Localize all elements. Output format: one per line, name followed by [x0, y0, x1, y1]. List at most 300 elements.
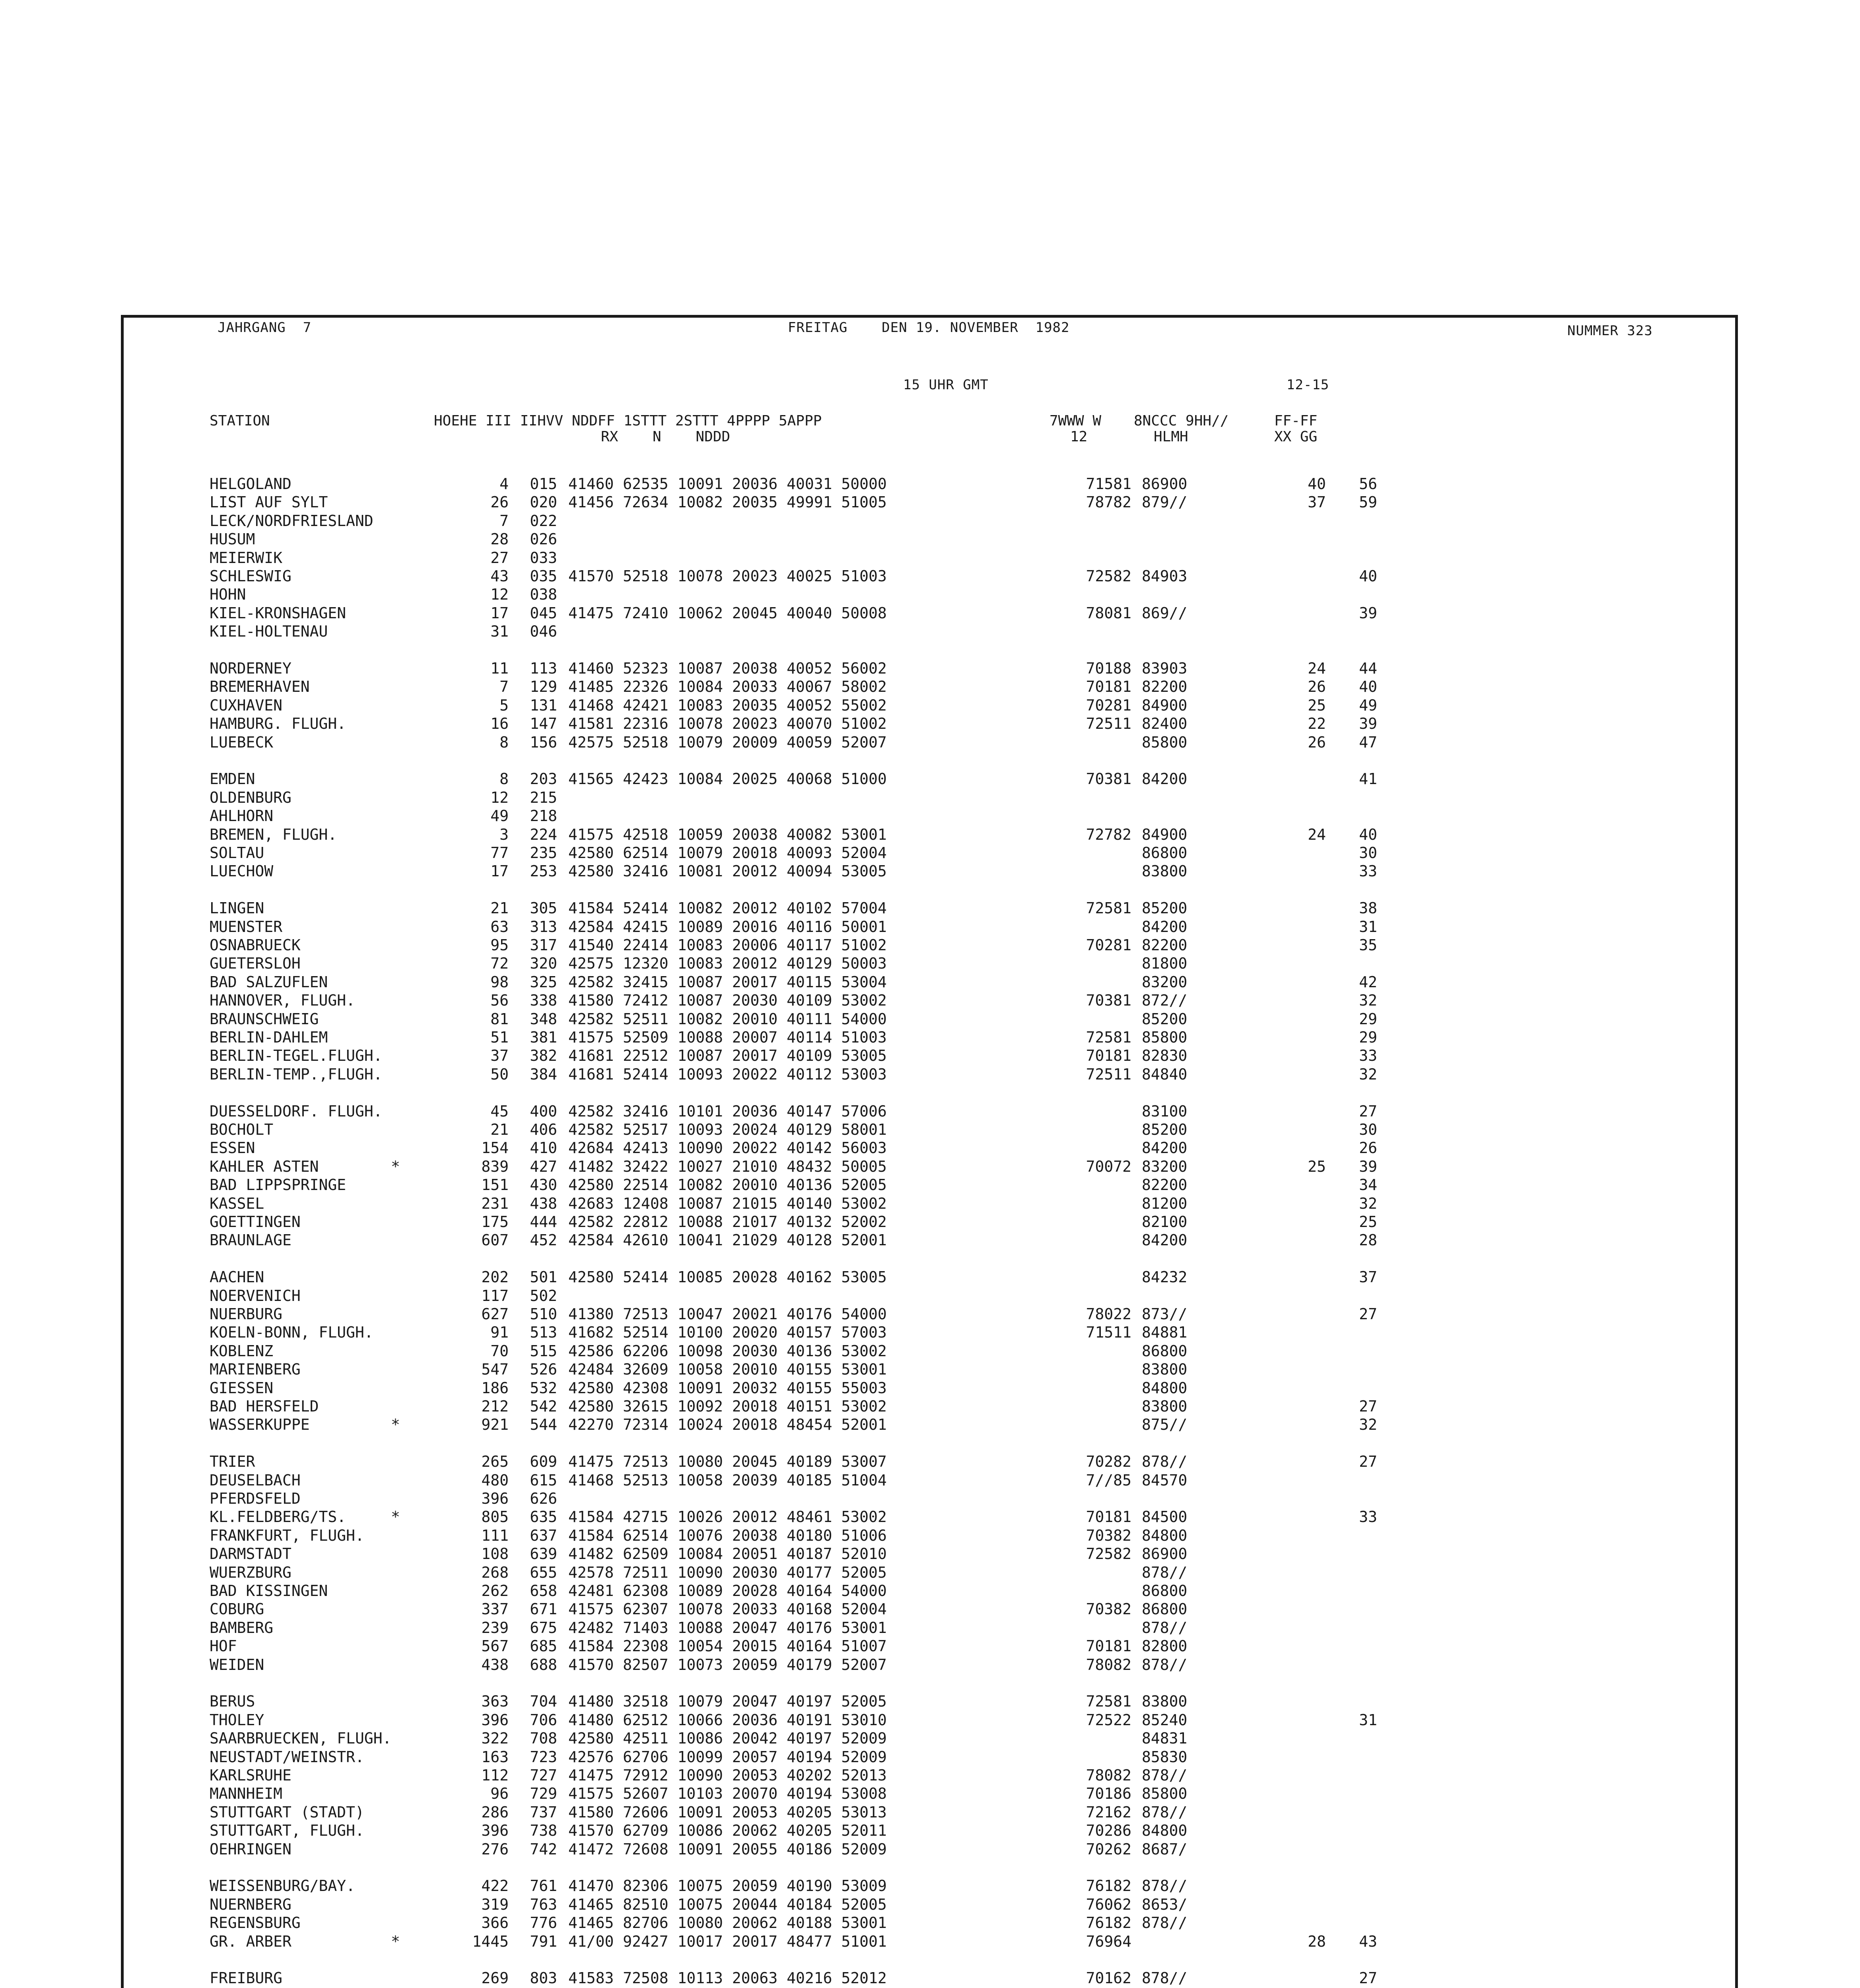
- weather-group: 70181: [1086, 678, 1131, 696]
- weather-group: 78022: [1086, 1305, 1131, 1323]
- cloud-group: 878//: [1142, 1877, 1188, 1895]
- cloud-group: 84900: [1142, 825, 1188, 843]
- cloud-group: 84840: [1142, 1065, 1188, 1083]
- observation-groups: 41460 52323 10087 20038 40052 56002: [568, 660, 887, 677]
- table-row: [124, 604, 1436, 622]
- weather-group: 70181: [1086, 1637, 1131, 1655]
- observation-groups: 42580 32416 10081 20012 40094 53005: [568, 862, 887, 880]
- cloud-group: 86800: [1142, 1600, 1188, 1618]
- cloud-group: 878//: [1142, 1656, 1188, 1673]
- station-name: BRAUNLAGE: [210, 1231, 292, 1249]
- cloud-group: 83100: [1142, 1102, 1188, 1120]
- observation-groups: 42580 42308 10091 20032 40155 55003: [568, 1379, 887, 1397]
- time-range: 12-15: [1287, 377, 1329, 393]
- table-row: [124, 1139, 1436, 1157]
- observation-groups: 41/00 92427 10017 20017 48477 51001: [568, 1932, 887, 1950]
- table-row: [124, 733, 1436, 751]
- mountain-station-marker: *: [391, 1508, 400, 1526]
- observation-groups: 41485 22326 10084 20033 40067 58002: [568, 678, 887, 696]
- weather-group: 76182: [1086, 1914, 1131, 1932]
- wind-max: 43: [1359, 1932, 1377, 1950]
- wind-max: 27: [1359, 1305, 1377, 1323]
- weather-group: 70382: [1086, 1600, 1131, 1618]
- station-height: 262: [481, 1582, 509, 1600]
- station-number: 742: [530, 1840, 557, 1858]
- cloud-group: 86800: [1142, 1342, 1188, 1360]
- station-height: 151: [481, 1176, 509, 1194]
- wind-max: 27: [1359, 1453, 1377, 1471]
- wind-max: 39: [1359, 604, 1377, 622]
- station-name: LECK/NORDFRIESLAND: [210, 512, 373, 530]
- station-number: 635: [530, 1508, 557, 1526]
- station-number: 791: [530, 1932, 557, 1950]
- cloud-group: 84500: [1142, 1508, 1188, 1526]
- station-name: LUECHOW: [210, 862, 274, 880]
- table-row: [124, 1969, 1436, 1987]
- station-number: 215: [530, 788, 557, 806]
- table-row: [124, 1582, 1436, 1600]
- station-height: 31: [490, 623, 509, 641]
- observation-groups: 41584 22308 10054 20015 40164 51007: [568, 1637, 887, 1655]
- weather-group: 70262: [1086, 1840, 1131, 1858]
- station-height: 363: [481, 1693, 509, 1710]
- station-height: 480: [481, 1471, 509, 1489]
- station-number: 515: [530, 1342, 557, 1360]
- table-row: [124, 1489, 1436, 1508]
- cloud-group: 84800: [1142, 1526, 1188, 1544]
- observation-groups: 42582 52517 10093 20024 40129 58001: [568, 1121, 887, 1138]
- station-height: 108: [481, 1545, 509, 1563]
- observation-groups: 41570 52518 10078 20023 40025 51003: [568, 567, 887, 585]
- cloud-group: 83800: [1142, 1693, 1188, 1710]
- station-name: BAD LIPPSPRINGE: [210, 1176, 346, 1194]
- station-height: 239: [481, 1619, 509, 1637]
- cloud-group: 86800: [1142, 844, 1188, 862]
- observation-groups: 42580 62514 10079 20018 40093 52004: [568, 844, 887, 862]
- table-row: [124, 1323, 1436, 1342]
- cloud-group: 84200: [1142, 918, 1188, 936]
- station-number: 313: [530, 918, 557, 936]
- station-number: 224: [530, 825, 557, 843]
- station-name: AHLHORN: [210, 807, 274, 825]
- table-row: [124, 512, 1436, 530]
- station-name: KAHLER ASTEN: [210, 1157, 319, 1175]
- station-height: 5: [499, 696, 509, 714]
- table-row: [124, 1821, 1436, 1840]
- cloud-group: 82830: [1142, 1047, 1188, 1065]
- weather-group: 70381: [1086, 992, 1131, 1010]
- table-row: [124, 1120, 1436, 1139]
- cloud-group: 83200: [1142, 973, 1188, 991]
- table-row: [124, 1748, 1436, 1766]
- table-row: [124, 493, 1436, 511]
- station-name: HOF: [210, 1637, 237, 1655]
- station-name: COBURG: [210, 1600, 264, 1618]
- weather-group: 72511: [1086, 1065, 1131, 1083]
- station-height: 276: [481, 1840, 509, 1858]
- observation-time: 15 UHR GMT: [903, 377, 989, 393]
- station-number: 658: [530, 1582, 557, 1600]
- station-height: 265: [481, 1453, 509, 1471]
- station-height: 186: [481, 1379, 509, 1397]
- cloud-group: 85200: [1142, 899, 1188, 917]
- station-number: 022: [530, 512, 557, 530]
- station-number: 655: [530, 1563, 557, 1581]
- station-name: ESSEN: [210, 1139, 255, 1157]
- cloud-group: 82100: [1142, 1213, 1188, 1231]
- table-row: [124, 1360, 1436, 1378]
- station-height: 7: [499, 678, 509, 696]
- table-row: [124, 788, 1436, 807]
- station-name: TRIER: [210, 1453, 255, 1471]
- station-number: 129: [530, 678, 557, 696]
- station-name: LINGEN: [210, 899, 264, 917]
- station-number: 513: [530, 1324, 557, 1342]
- station-name: SAARBRUECKEN, FLUGH.: [210, 1730, 392, 1747]
- table-row: [124, 1102, 1436, 1120]
- wind-max: 39: [1359, 715, 1377, 733]
- station-height: 7: [499, 512, 509, 530]
- table-row: [124, 1766, 1436, 1784]
- observation-groups: 41480 32518 10079 20047 40197 52005: [568, 1693, 887, 1710]
- station-name: MUENSTER: [210, 918, 283, 936]
- observation-groups: 42575 12320 10083 20012 40129 50003: [568, 955, 887, 973]
- weather-group: 76964: [1086, 1932, 1131, 1950]
- station-height: 95: [490, 936, 509, 954]
- wind-max: 28: [1359, 1231, 1377, 1249]
- wind-max: 33: [1359, 1508, 1377, 1526]
- station-number: 729: [530, 1785, 557, 1803]
- station-height: 438: [481, 1656, 509, 1673]
- station-name: WEISSENBURG/BAY.: [210, 1877, 356, 1895]
- observation-groups: 41475 72513 10080 20045 40189 53007: [568, 1453, 887, 1471]
- wind-max: 26: [1359, 1139, 1377, 1157]
- observation-groups: 41575 42518 10059 20038 40082 53001: [568, 825, 887, 843]
- station-name: GOETTINGEN: [210, 1213, 301, 1231]
- table-row: [124, 918, 1436, 936]
- station-name: CUXHAVEN: [210, 696, 283, 714]
- station-number: 738: [530, 1822, 557, 1840]
- station-name: FREIBURG: [210, 1969, 283, 1987]
- station-height: 839: [481, 1157, 509, 1175]
- table-row: [124, 1194, 1436, 1213]
- observation-groups: 42580 32615 10092 20018 40151 53002: [568, 1398, 887, 1415]
- station-height: 396: [481, 1490, 509, 1507]
- station-number: 626: [530, 1490, 557, 1507]
- observation-groups: 41460 62535 10091 20036 40031 50000: [568, 475, 887, 493]
- station-name: BOCHOLT: [210, 1121, 274, 1138]
- table-row: [124, 1711, 1436, 1729]
- cloud-group: 878//: [1142, 1969, 1188, 1987]
- station-name: NUERBURG: [210, 1305, 283, 1323]
- observation-groups: 42575 52518 10079 20009 40059 52007: [568, 733, 887, 751]
- cloud-group: 83800: [1142, 1398, 1188, 1415]
- table-row: [124, 475, 1436, 493]
- cloud-group: 84900: [1142, 696, 1188, 714]
- table-row: [124, 1213, 1436, 1231]
- station-number: 723: [530, 1748, 557, 1766]
- observation-groups: 42484 32609 10058 20010 40155 53001: [568, 1361, 887, 1378]
- station-number: 320: [530, 955, 557, 973]
- cloud-group: 873//: [1142, 1305, 1188, 1323]
- table-row: [124, 1803, 1436, 1821]
- station-height: 96: [490, 1785, 509, 1803]
- column-header-ff-sub: XX GG: [1274, 429, 1318, 445]
- station-height: 4: [499, 475, 509, 493]
- weather-group: 7//85: [1086, 1471, 1131, 1489]
- wind-max: 37: [1359, 1268, 1377, 1286]
- table-row: [124, 1342, 1436, 1360]
- station-height: 50: [490, 1065, 509, 1083]
- table-row: [124, 622, 1436, 641]
- station-name: GUETERSLOH: [210, 955, 301, 973]
- cloud-group: 878//: [1142, 1767, 1188, 1784]
- wind-max: 30: [1359, 1121, 1377, 1138]
- cloud-group: 84200: [1142, 770, 1188, 788]
- table-row: [124, 1379, 1436, 1397]
- cloud-group: 878//: [1142, 1453, 1188, 1471]
- station-name: GIESSEN: [210, 1379, 274, 1397]
- column-header-ff: FF-FF: [1274, 413, 1318, 429]
- station-height: 49: [490, 807, 509, 825]
- station-number: 532: [530, 1379, 557, 1397]
- cloud-group: 84831: [1142, 1730, 1188, 1747]
- station-height: 3: [499, 825, 509, 843]
- station-number: 384: [530, 1065, 557, 1083]
- table-row: [124, 1656, 1436, 1674]
- cloud-group: 86900: [1142, 1545, 1188, 1563]
- weather-group: 72522: [1086, 1711, 1131, 1729]
- mountain-station-marker: *: [391, 1157, 400, 1175]
- station-number: 761: [530, 1877, 557, 1895]
- report-frame: [121, 315, 1738, 1988]
- station-height: 17: [490, 604, 509, 622]
- weather-group: 70281: [1086, 936, 1131, 954]
- observation-groups: 41570 62709 10086 20062 40205 52011: [568, 1822, 887, 1840]
- table-row: [124, 899, 1436, 917]
- table-row: [124, 1046, 1436, 1065]
- table-row: [124, 1877, 1436, 1895]
- wind-max: 44: [1359, 660, 1377, 677]
- table-row: [124, 1065, 1436, 1083]
- station-number: 615: [530, 1471, 557, 1489]
- station-height: 98: [490, 973, 509, 991]
- station-name: HOHN: [210, 586, 246, 604]
- cloud-group: 869//: [1142, 604, 1188, 622]
- cloud-group: 82400: [1142, 715, 1188, 733]
- station-number: 430: [530, 1176, 557, 1194]
- station-height: 37: [490, 1047, 509, 1065]
- station-name: NOERVENICH: [210, 1287, 301, 1305]
- cloud-group: 85200: [1142, 1121, 1188, 1138]
- station-height: 27: [490, 549, 509, 567]
- observation-groups: 41581 22316 10078 20023 40070 51002: [568, 715, 887, 733]
- wind-max: 29: [1359, 1029, 1377, 1046]
- table-row: [124, 1840, 1436, 1858]
- cloud-group: 84800: [1142, 1379, 1188, 1397]
- station-height: 422: [481, 1877, 509, 1895]
- station-height: 1445: [472, 1932, 509, 1950]
- station-height: 322: [481, 1730, 509, 1747]
- column-header-7-sub: 12: [1070, 429, 1088, 445]
- station-name: BREMERHAVEN: [210, 678, 310, 696]
- station-number: 382: [530, 1047, 557, 1065]
- wind-gust: 24: [1308, 825, 1326, 843]
- table-row: [124, 1619, 1436, 1637]
- cloud-group: 84200: [1142, 1139, 1188, 1157]
- station-number: 510: [530, 1305, 557, 1323]
- station-name: DEUSELBACH: [210, 1471, 301, 1489]
- station-name: BREMEN, FLUGH.: [210, 825, 337, 843]
- station-height: 12: [490, 788, 509, 806]
- station-number: 218: [530, 807, 557, 825]
- observation-groups: 41570 82507 10073 20059 40179 52007: [568, 1656, 887, 1673]
- observation-groups: 41482 32422 10027 21010 48432 50005: [568, 1157, 887, 1175]
- wind-max: 42: [1359, 973, 1377, 991]
- station-name: HUSUM: [210, 530, 255, 548]
- station-height: 607: [481, 1231, 509, 1249]
- station-name: WASSERKUPPE: [210, 1416, 310, 1434]
- station-name: BAD KISSINGEN: [210, 1582, 328, 1600]
- cloud-group: 84200: [1142, 1231, 1188, 1249]
- station-name: GR. ARBER: [210, 1932, 292, 1950]
- station-name: OSNABRUECK: [210, 936, 301, 954]
- observation-groups: 41584 52414 10082 20012 40102 57004: [568, 899, 887, 917]
- station-height: 21: [490, 899, 509, 917]
- station-height: 396: [481, 1822, 509, 1840]
- station-height: 63: [490, 918, 509, 936]
- station-number: 671: [530, 1600, 557, 1618]
- wind-max: 40: [1359, 567, 1377, 585]
- observation-groups: 42582 22812 10088 21017 40132 52002: [568, 1213, 887, 1231]
- cloud-group: 82800: [1142, 1637, 1188, 1655]
- station-number: 803: [530, 1969, 557, 1987]
- station-height: 112: [481, 1767, 509, 1784]
- weather-group: 72782: [1086, 825, 1131, 843]
- weather-group: 71581: [1086, 475, 1131, 493]
- weather-group: 72582: [1086, 567, 1131, 585]
- cloud-group: 83800: [1142, 1361, 1188, 1378]
- station-number: 704: [530, 1693, 557, 1710]
- station-name: BERLIN-TEMP.,FLUGH.: [210, 1065, 383, 1083]
- station-height: 91: [490, 1324, 509, 1342]
- station-height: 28: [490, 530, 509, 548]
- cloud-group: 85830: [1142, 1748, 1188, 1766]
- weather-group: 72581: [1086, 899, 1131, 917]
- station-height: 117: [481, 1287, 509, 1305]
- station-name: BAD HERSFELD: [210, 1398, 319, 1415]
- wind-max: 32: [1359, 1065, 1377, 1083]
- column-header-8: 8NCCC 9HH//: [1134, 413, 1229, 429]
- weather-group: 72582: [1086, 1545, 1131, 1563]
- weather-group: 76182: [1086, 1877, 1131, 1895]
- column-header-8-sub: HLMH: [1154, 429, 1188, 445]
- weather-group: 70188: [1086, 660, 1131, 677]
- station-name: PFERDSFELD: [210, 1490, 301, 1507]
- station-name: WEIDEN: [210, 1656, 264, 1673]
- cloud-group: 85800: [1142, 733, 1188, 751]
- station-number: 406: [530, 1121, 557, 1138]
- wind-gust: 25: [1308, 1157, 1326, 1175]
- observation-groups: 41465 82510 10075 20044 40184 52005: [568, 1895, 887, 1913]
- wind-gust: 25: [1308, 696, 1326, 714]
- station-number: 147: [530, 715, 557, 733]
- weather-group: 78082: [1086, 1767, 1131, 1784]
- station-name: KOBLENZ: [210, 1342, 274, 1360]
- weather-group: 72581: [1086, 1693, 1131, 1710]
- weather-group: 78782: [1086, 493, 1131, 511]
- station-name: SCHLESWIG: [210, 567, 292, 585]
- table-row: [124, 825, 1436, 844]
- jahrgang-label: JAHRGANG 7: [218, 320, 312, 336]
- wind-gust: 28: [1308, 1932, 1326, 1950]
- wind-max: 33: [1359, 862, 1377, 880]
- table-row: [124, 585, 1436, 604]
- cloud-group: 81800: [1142, 955, 1188, 973]
- station-height: 70: [490, 1342, 509, 1360]
- station-number: 706: [530, 1711, 557, 1729]
- station-name: LIST AUF SYLT: [210, 493, 328, 511]
- station-height: 286: [481, 1803, 509, 1821]
- wind-max: 40: [1359, 678, 1377, 696]
- wind-max: 32: [1359, 992, 1377, 1010]
- wind-max: 39: [1359, 1157, 1377, 1175]
- station-name: HELGOLAND: [210, 475, 292, 493]
- wind-max: 41: [1359, 770, 1377, 788]
- station-number: 444: [530, 1213, 557, 1231]
- cloud-group: 86900: [1142, 475, 1188, 493]
- station-name: EMDEN: [210, 770, 255, 788]
- table-row: [124, 678, 1436, 696]
- station-height: 72: [490, 955, 509, 973]
- table-row: [124, 1176, 1436, 1194]
- station-height: 77: [490, 844, 509, 862]
- station-height: 26: [490, 493, 509, 511]
- observation-groups: 42481 62308 10089 20028 40164 54000: [568, 1582, 887, 1600]
- observation-groups: 41565 42423 10084 20025 40068 51000: [568, 770, 887, 788]
- wind-max: 38: [1359, 899, 1377, 917]
- wind-max: 32: [1359, 1194, 1377, 1212]
- table-row: [124, 1471, 1436, 1489]
- station-number: 035: [530, 567, 557, 585]
- station-name: KIEL-HOLTENAU: [210, 623, 328, 641]
- wind-max: 31: [1359, 1711, 1377, 1729]
- weather-group: 78082: [1086, 1656, 1131, 1673]
- wind-max: 35: [1359, 936, 1377, 954]
- station-name: FRANKFURT, FLUGH.: [210, 1526, 364, 1544]
- table-row: [124, 1452, 1436, 1471]
- station-height: 337: [481, 1600, 509, 1618]
- table-row: [124, 954, 1436, 973]
- wind-max: 49: [1359, 696, 1377, 714]
- table-row: [124, 1545, 1436, 1563]
- observation-groups: 41575 52607 10103 20070 40194 53008: [568, 1785, 887, 1803]
- observation-groups: 41470 82306 10075 20059 40190 53009: [568, 1877, 887, 1895]
- station-number: 727: [530, 1767, 557, 1784]
- table-row: [124, 1563, 1436, 1582]
- table-row: [124, 936, 1436, 954]
- cloud-group: 82200: [1142, 1176, 1188, 1194]
- station-name: BAD SALZUFLEN: [210, 973, 328, 991]
- station-height: 231: [481, 1194, 509, 1212]
- station-height: 43: [490, 567, 509, 585]
- cloud-group: 84232: [1142, 1268, 1188, 1286]
- station-number: 542: [530, 1398, 557, 1415]
- station-number: 317: [530, 936, 557, 954]
- station-number: 708: [530, 1730, 557, 1747]
- table-row: [124, 973, 1436, 991]
- wind-max: 32: [1359, 1416, 1377, 1434]
